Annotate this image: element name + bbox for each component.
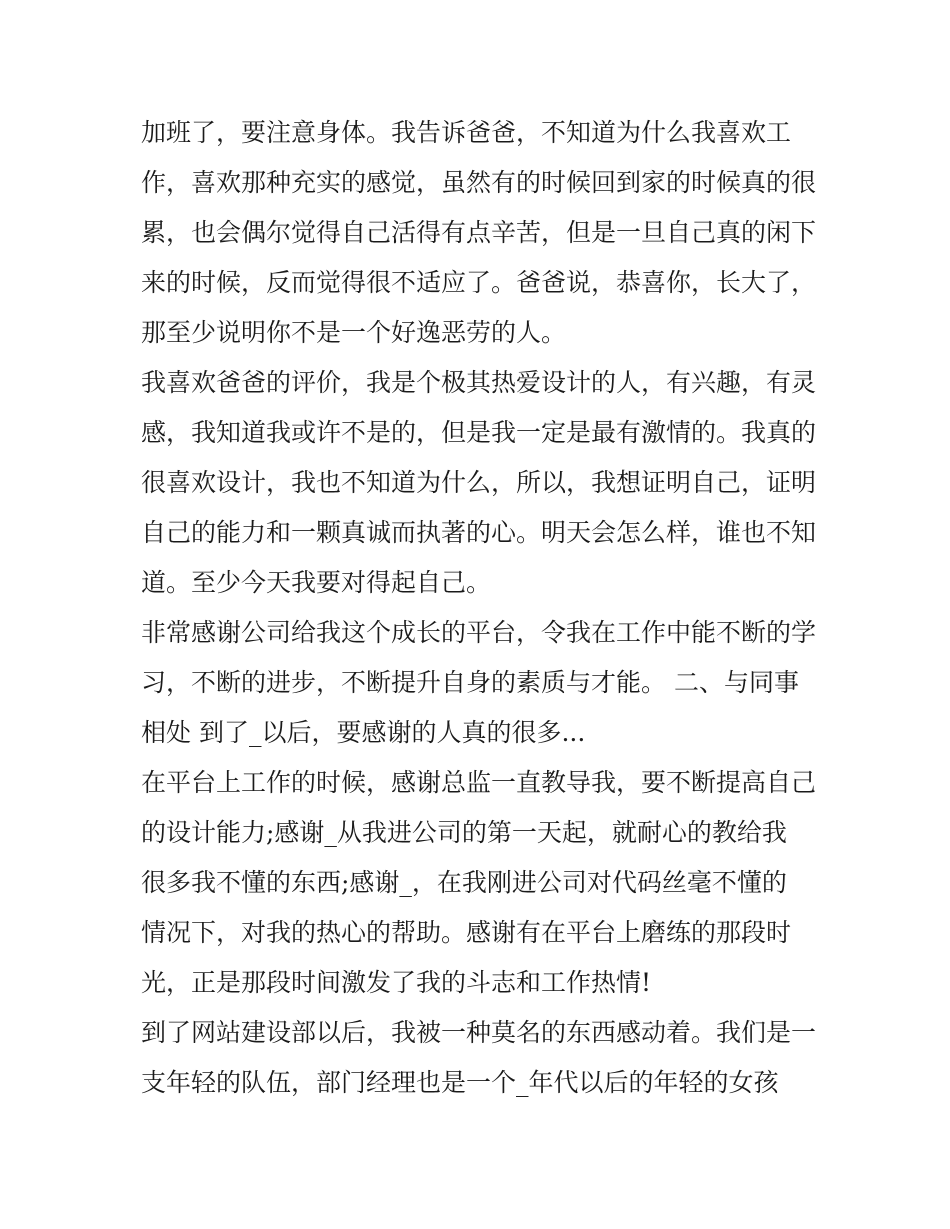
text-line: 的设计能力;感谢_从我进公司的第一天起，就耐心的教给我 — [141, 818, 787, 847]
text-line: 感，我知道我或许不是的，但是我一定是最有激情的。我真的 — [141, 418, 817, 447]
text-line: 自己的能力和一颗真诚而执著的心。明天会怎么样，谁也不知 — [141, 518, 817, 547]
text-line: 加班了，要注意身体。我告诉爸爸，不知道为什么我喜欢工 — [141, 118, 792, 147]
text-line: 那至少说明你不是一个好逸恶劳的人。 — [141, 318, 567, 347]
text-line: 在平台上工作的时候，感谢总监一直教导我，要不断提高自己 — [141, 768, 817, 797]
text-line: 光，正是那段时间激发了我的斗志和工作热情! — [141, 968, 652, 997]
text-line: 道。至少今天我要对得起自己。 — [141, 568, 492, 597]
text-line: 习，不断的进步，不断提升自身的素质与才能。 二、与同事 — [141, 668, 799, 697]
text-line: 到了网站建设部以后，我被一种莫名的东西感动着。我们是一 — [141, 1018, 817, 1047]
text-line: 相处 到了_以后，要感谢的人真的很多... — [141, 718, 586, 747]
text-line: 累，也会偶尔觉得自己活得有点辛苦，但是一旦自己真的闲下 — [141, 218, 817, 247]
document-body — [141, 108, 821, 1108]
text-line: 我喜欢爸爸的评价，我是个极其热爱设计的人，有兴趣，有灵 — [141, 368, 817, 397]
text-line: 情况下，对我的热心的帮助。感谢有在平台上磨练的那段时 — [141, 918, 792, 947]
text-line: 非常感谢公司给我这个成长的平台，令我在工作中能不断的学 — [141, 618, 817, 647]
text-line: 来的时候，反而觉得很不适应了。爸爸说，恭喜你，长大了， — [141, 268, 817, 297]
text-line: 很喜欢设计，我也不知道为什么，所以，我想证明自己，证明 — [141, 468, 817, 497]
text-line: 很多我不懂的东西;感谢_，在我刚进公司对代码丝毫不懂的 — [141, 868, 787, 897]
text-line: 支年轻的队伍，部门经理也是一个_年代以后的年轻的女孩 — [141, 1068, 779, 1097]
text-line: 作，喜欢那种充实的感觉，虽然有的时候回到家的时候真的很 — [141, 168, 817, 197]
